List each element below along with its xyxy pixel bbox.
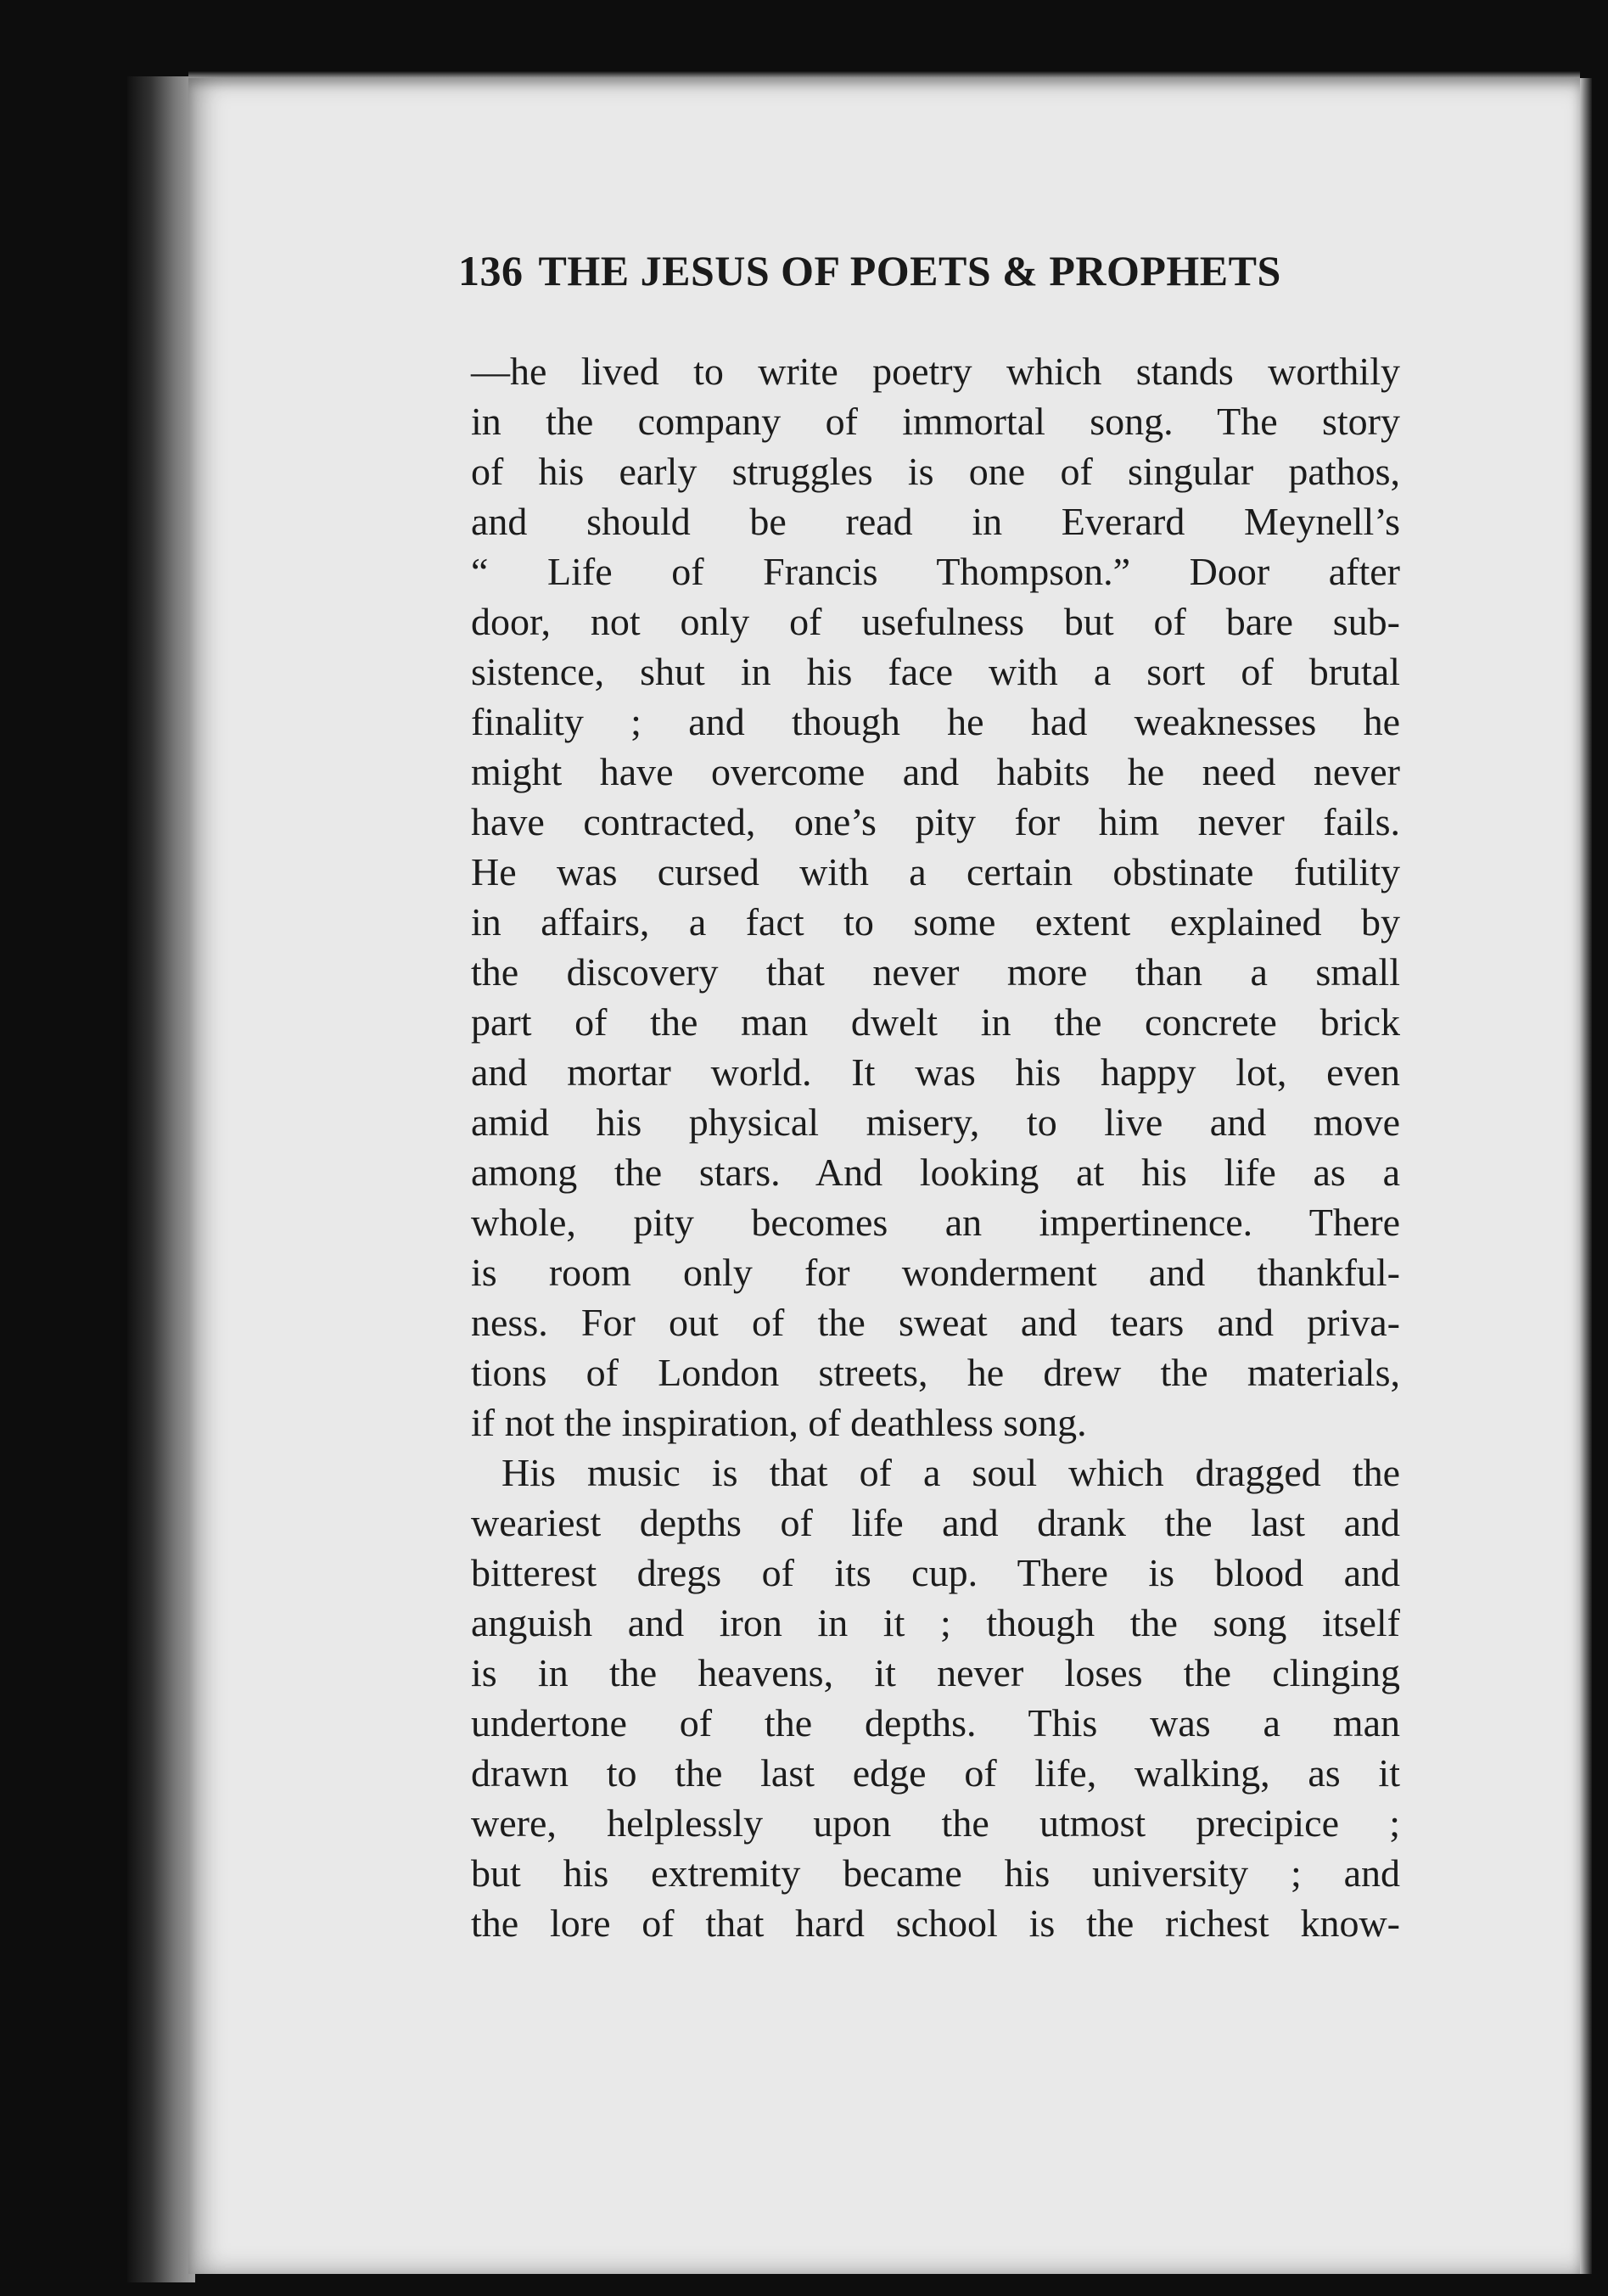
page-right-edge <box>1580 78 1592 2274</box>
text-line: undertone of the depths. This was a man <box>471 1701 1400 1744</box>
text-line: in the company of immortal song. The story <box>471 400 1400 443</box>
text-line: drawn to the last edge of life, walking, as it <box>471 1751 1400 1795</box>
text-line: “ Life of Francis Thompson.” Door after <box>471 550 1400 593</box>
text-line: of his early struggles is one of singular pathos, <box>471 450 1400 493</box>
text-line: and should be read in Everard Meynell’s <box>471 500 1400 543</box>
text-line: might have overcome and habits he need never <box>471 750 1400 793</box>
text-line: but his extremity became his university ; and <box>471 1851 1400 1895</box>
body-text <box>471 346 1400 1948</box>
page-top-edge <box>188 71 1580 78</box>
book-spine-shadow <box>127 76 195 2282</box>
text-line: is in the heavens, it never loses the clinging <box>471 1651 1400 1694</box>
text-line: —he lived to write poetry which stands worthily <box>471 350 1400 393</box>
text-line: were, helplessly upon the utmost precipice ; <box>471 1801 1400 1845</box>
running-header <box>458 246 1396 295</box>
text-line: door, not only of usefulness but of bare sub- <box>471 600 1400 643</box>
running-title: THE JESUS OF POETS & PROPHETS <box>538 247 1281 294</box>
paragraph-1 <box>471 346 1400 1448</box>
text-line: His music is that of a soul which dragged the <box>501 1451 1400 1494</box>
text-line: He was cursed with a certain obstinate futility <box>471 850 1400 893</box>
paragraph-2 <box>471 1448 1400 1948</box>
text-line: in affairs, a fact to some extent explained by <box>471 900 1400 944</box>
text-line: the lore of that hard school is the richest know- <box>471 1901 1400 1945</box>
text-line: weariest depths of life and drank the last and <box>471 1501 1400 1544</box>
text-line: if not the inspiration, of deathless song. <box>471 1401 1087 1444</box>
text-line: whole, pity becomes an impertinence. There <box>471 1201 1400 1244</box>
text-line: finality ; and though he had weaknesses he <box>471 700 1400 743</box>
text-line: have contracted, one’s pity for him never fails. <box>471 800 1400 843</box>
text-line: the discovery that never more than a small <box>471 950 1400 994</box>
text-line: sistence, shut in his face with a sort of brutal <box>471 650 1400 693</box>
text-line: bitterest dregs of its cup. There is blood and <box>471 1551 1400 1594</box>
page-number: 136 <box>458 247 524 294</box>
text-line: is room only for wonderment and thankful- <box>471 1251 1400 1294</box>
text-line: among the stars. And looking at his life as a <box>471 1151 1400 1194</box>
text-line: ness. For out of the sweat and tears and priva- <box>471 1301 1400 1344</box>
text-line: and mortar world. It was his happy lot, even <box>471 1050 1400 1094</box>
text-line: anguish and iron in it ; though the song itself <box>471 1601 1400 1644</box>
text-line: tions of London streets, he drew the materials, <box>471 1351 1400 1394</box>
text-line: amid his physical misery, to live and move <box>471 1100 1400 1144</box>
text-line: part of the man dwelt in the concrete brick <box>471 1000 1400 1044</box>
